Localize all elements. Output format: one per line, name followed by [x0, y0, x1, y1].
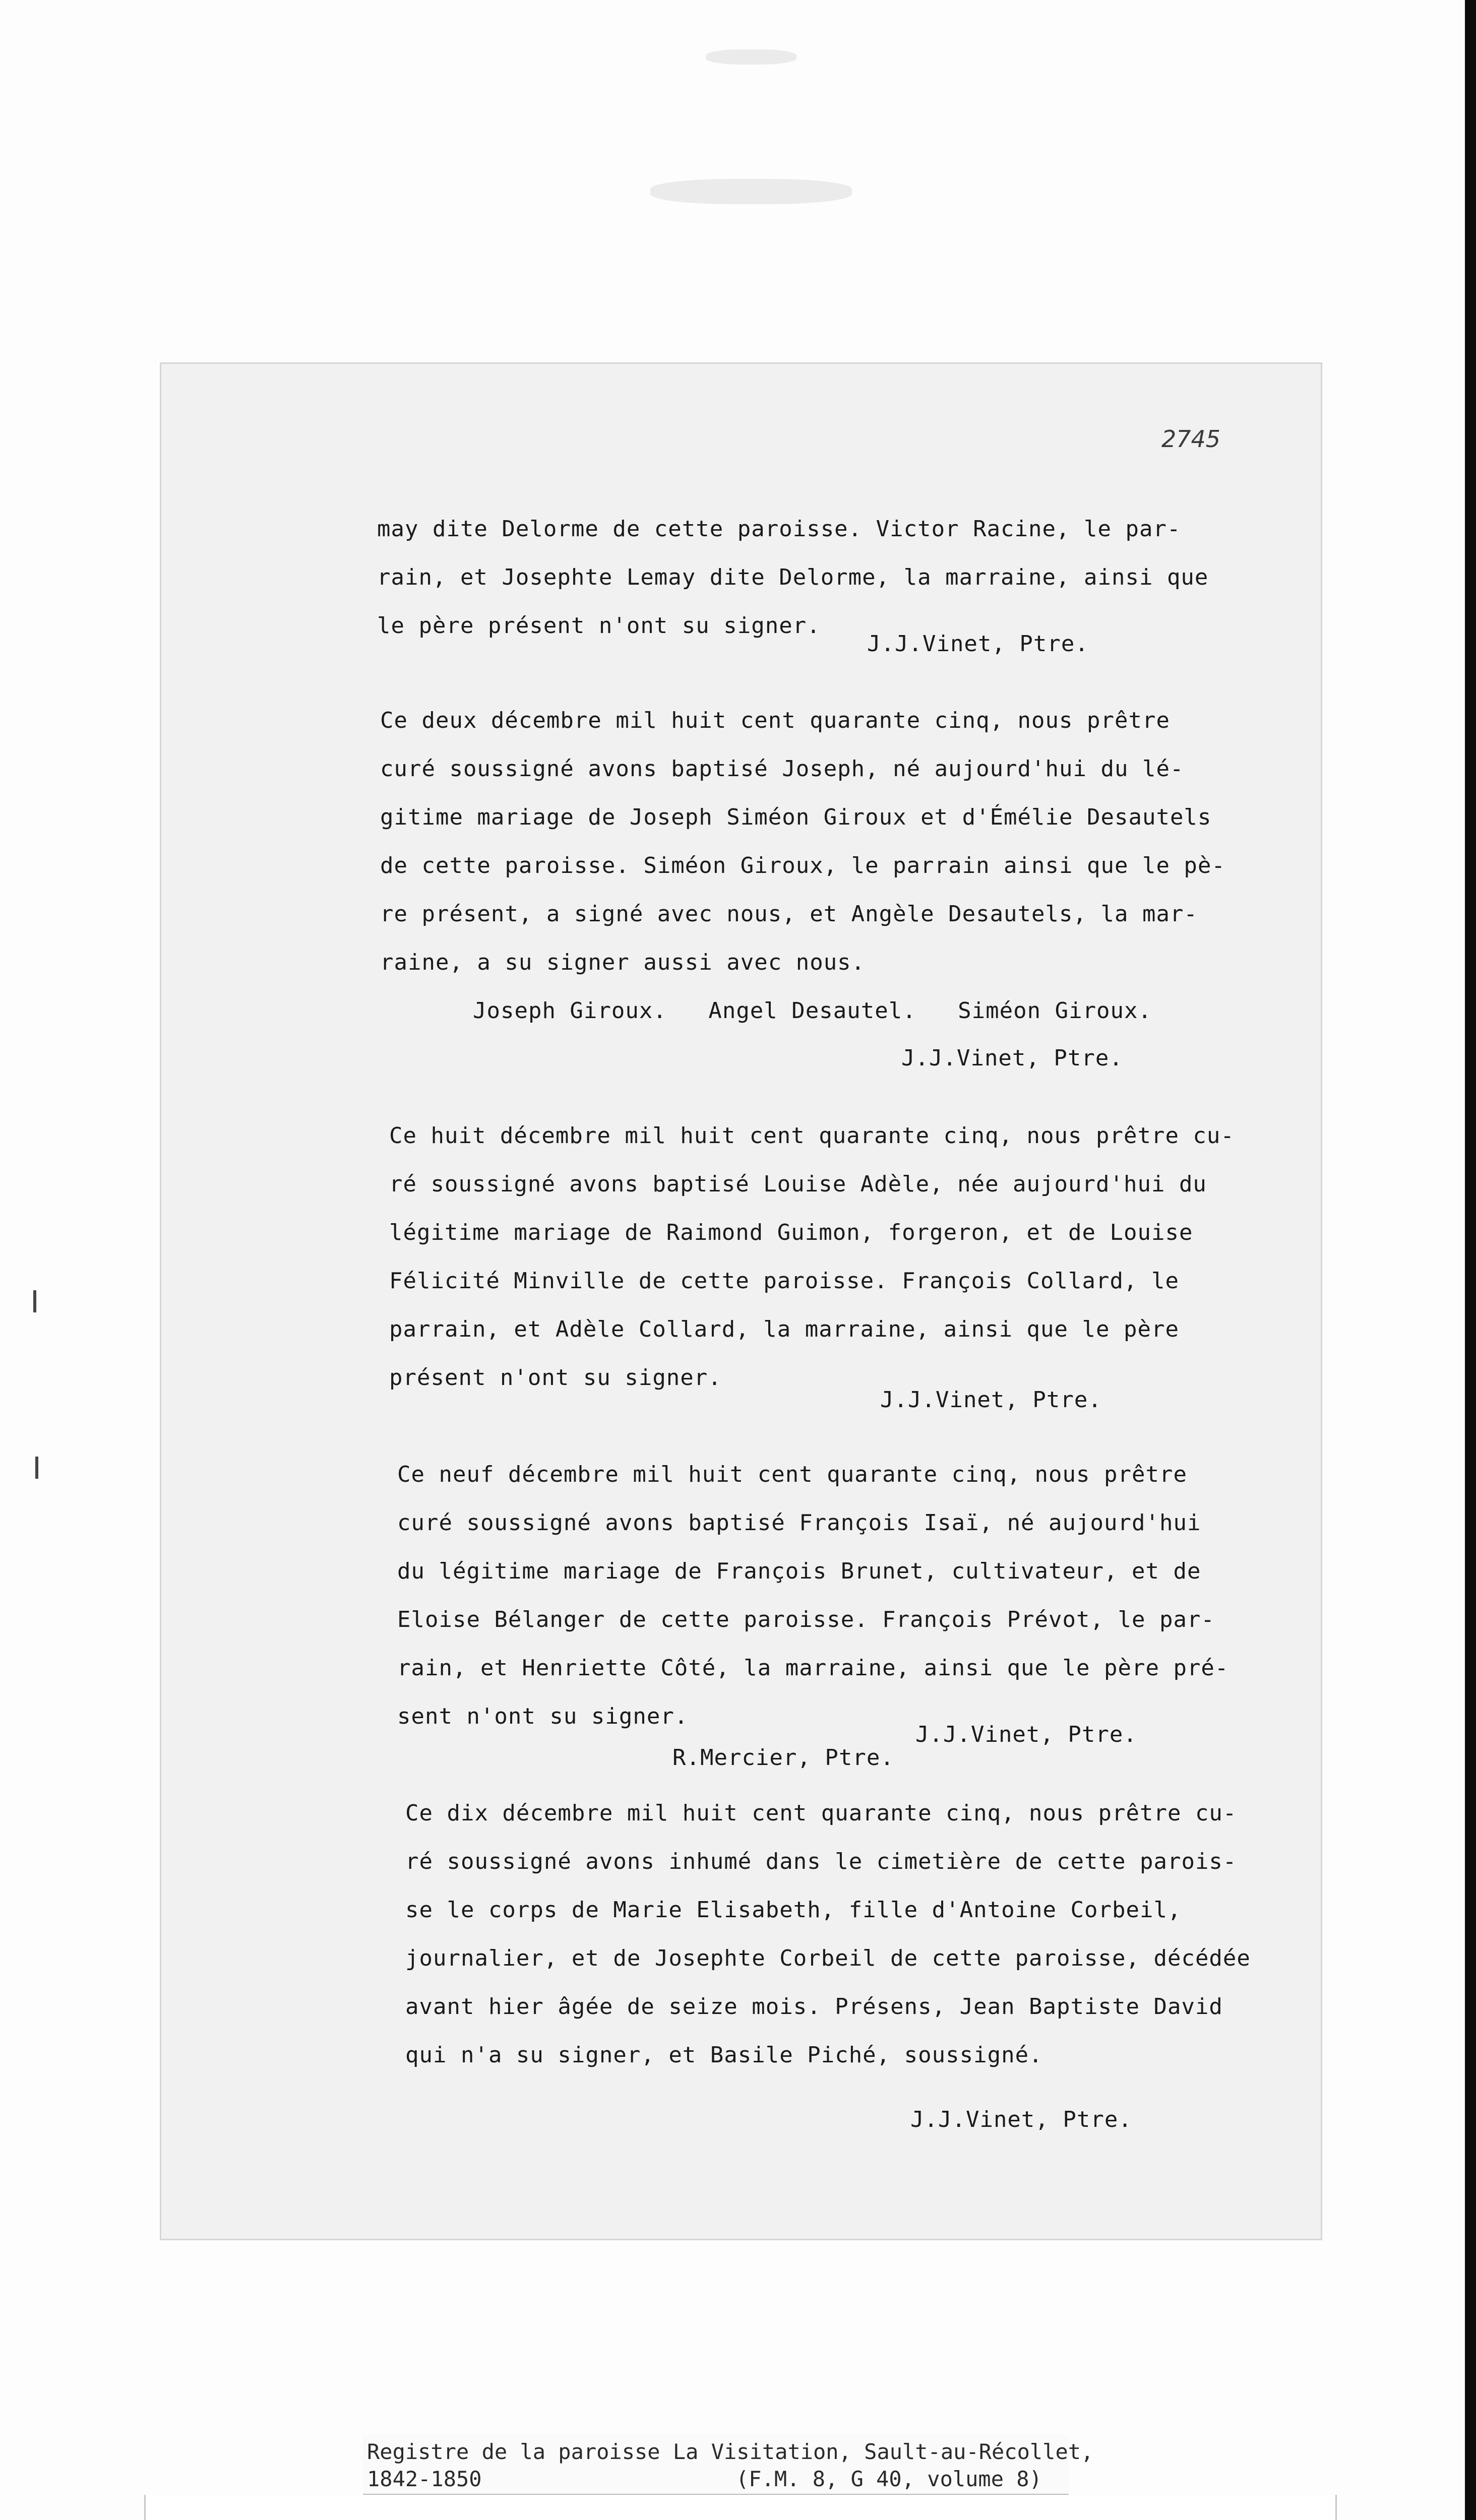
- document-line: qui n'a su signer, et Basile Piché, soussigné.: [405, 2042, 1043, 2068]
- caption-line: Registre de la paroisse La Visitation, Sault-au-Récollet,: [367, 2439, 1094, 2464]
- document-line: raine, a su signer aussi avec nous.: [380, 950, 866, 975]
- document-line: journalier, et de Josephte Corbeil de cette paroisse, décédée: [405, 1945, 1251, 1971]
- document-line: sent n'ont su signer.: [397, 1704, 689, 1729]
- signature-line: J.J.Vinet, Ptre.: [910, 2107, 1132, 2132]
- register-sheet: [161, 364, 1321, 2239]
- document-line: Eloise Bélanger de cette paroisse. François Prévot, le par-: [397, 1607, 1215, 1632]
- archives-stamp: [144, 2495, 1337, 2520]
- signature-line: J.J.Vinet, Ptre.: [915, 1722, 1137, 1747]
- document-line: rain, et Henriette Côté, la marraine, ainsi que le père pré-: [397, 1655, 1229, 1681]
- signature-line: R.Mercier, Ptre.: [672, 1745, 894, 1771]
- document-line: ré soussigné avons inhumé dans le cimetière de cette parois-: [405, 1849, 1237, 1874]
- document-line: du légitime mariage de François Brunet, cultivateur, et de: [397, 1558, 1201, 1584]
- document-line: présent n'ont su signer.: [389, 1365, 722, 1391]
- signature-line: J.J.Vinet, Ptre.: [901, 1045, 1123, 1071]
- document-line: parrain, et Adèle Collard, la marraine, ainsi que le père: [389, 1316, 1179, 1342]
- document-line: Ce huit décembre mil huit cent quarante cinq, nous prêtre cu-: [389, 1123, 1235, 1149]
- document-line: légitime mariage de Raimond Guimon, forgeron, et de Louise: [389, 1220, 1193, 1245]
- document-line: rain, et Josephte Lemay dite Delorme, la marraine, ainsi que: [377, 564, 1209, 590]
- document-line: Ce neuf décembre mil huit cent quarante cinq, nous prêtre: [397, 1462, 1187, 1487]
- page-number: 2745: [1161, 425, 1221, 453]
- document-line: le père présent n'ont su signer.: [377, 613, 821, 639]
- signature-line: J.J.Vinet, Ptre.: [880, 1387, 1102, 1413]
- margin-mark: [33, 1290, 36, 1312]
- reference-caption: [363, 2434, 1094, 2495]
- film-smudge: [650, 179, 852, 204]
- margin-mark: [35, 1457, 38, 1479]
- document-line: may dite Delorme de cette paroisse. Victor Racine, le par-: [377, 516, 1181, 542]
- signatures-line: Joseph Giroux. Angel Desautel. Siméon Giroux.: [473, 998, 1152, 1024]
- caption-volume: (F.M. 8, G 40, volume 8): [736, 2467, 1042, 2491]
- signature-line: J.J.Vinet, Ptre.: [867, 631, 1089, 657]
- document-line: re présent, a signé avec nous, et Angèle Desautels, la mar-: [380, 901, 1198, 927]
- document-line: curé soussigné avons baptisé Joseph, né aujourd'hui du lé-: [380, 756, 1184, 782]
- caption-date-range: 1842-1850: [367, 2467, 482, 2491]
- document-line: de cette paroisse. Siméon Giroux, le parrain ainsi que le pè-: [380, 853, 1225, 878]
- film-smudge: [706, 49, 796, 65]
- document-line: se le corps de Marie Elisabeth, fille d'Antoine Corbeil,: [405, 1897, 1182, 1923]
- document-line: gitime mariage de Joseph Siméon Giroux et d'Émélie Desautels: [380, 804, 1212, 830]
- document-line: Ce dix décembre mil huit cent quarante cinq, nous prêtre cu-: [405, 1800, 1237, 1826]
- document-line: Félicité Minville de cette paroisse. François Collard, le: [389, 1268, 1179, 1294]
- film-border-right: [1465, 0, 1476, 2520]
- document-line: avant hier âgée de seize mois. Présens, Jean Baptiste David: [405, 1994, 1223, 2020]
- document-line: ré soussigné avons baptisé Louise Adèle, née aujourd'hui du: [389, 1171, 1207, 1197]
- document-line: curé soussigné avons baptisé François Isaï, né aujourd'hui: [397, 1510, 1201, 1536]
- document-line: Ce deux décembre mil huit cent quarante cinq, nous prêtre: [380, 708, 1170, 733]
